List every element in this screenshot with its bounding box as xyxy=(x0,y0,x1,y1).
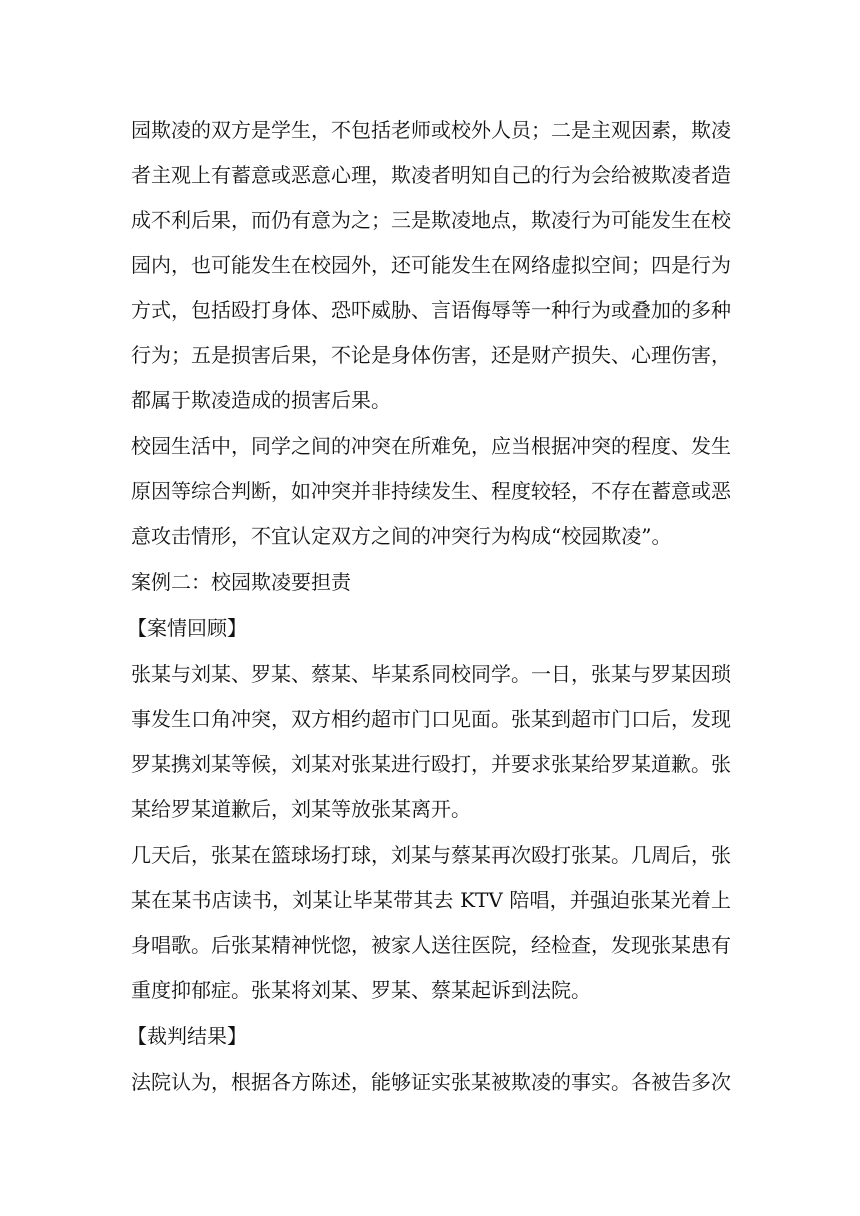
section-heading-case-review: 【案情回顾】 xyxy=(127,616,247,640)
paragraph-case-review-1: 张某与刘某、罗某、蔡某、毕某系同校同学。一日，张某与罗某因琐事发生口角冲突，双方相约超市门口见面。张某到超市门口后，发现罗某携刘某等候，刘某对张某进行殴打，并要求张某给罗某道歉。张某给罗某道歉后，刘某等放张某离开。 xyxy=(131,662,731,821)
case-two-title: 案例二：校园欺凌要担责 xyxy=(131,570,351,594)
paragraph-case-review-2: 几天后，张某在篮球场打球，刘某与蔡某再次殴打张某。几周后，张某在某书店读书，刘某让毕某带其去 KTV 陪唱，并强迫张某光着上身唱歌。后张某精神恍惚，被家人送往医院，经检查，发现张某患有重度抑郁症。张某将刘某、罗某、蔡某起诉到法院。 xyxy=(131,843,731,1002)
paragraph-judgment: 法院认为，根据各方陈述，能够证实张某被欺凌的事实。各被告多次 xyxy=(131,1070,731,1094)
section-heading-judgment-result: 【裁判结果】 xyxy=(127,1024,247,1048)
paragraph-definition-elements: 园欺凌的双方是学生，不包括老师或校外人员；二是主观因素，欺凌者主观上有蓄意或恶意心理，欺凌者明知自己的行为会给被欺凌者造成不利后果，而仍有意为之；三是欺凌地点，欺凌行为可能发生在校园内，也可能发生在校园外，还可能发生在网络虚拟空间；四是行为方式，包括殴打身体、恐吓威胁、言语侮辱等一种行为或叠加的多种行为；五是损害后果，不论是身体伤害，还是财产损失、心理伤害，都属于欺凌造成的损害后果。 xyxy=(131,118,731,412)
document-body xyxy=(127,108,731,1105)
paragraph-conflict-judgment: 校园生活中，同学之间的冲突在所难免，应当根据冲突的程度、发生原因等综合判断，如冲突并非持续发生、程度较轻，不存在蓄意或恶意攻击情形，不宜认定双方之间的冲突行为构成“校园欺凌”。 xyxy=(131,434,731,548)
